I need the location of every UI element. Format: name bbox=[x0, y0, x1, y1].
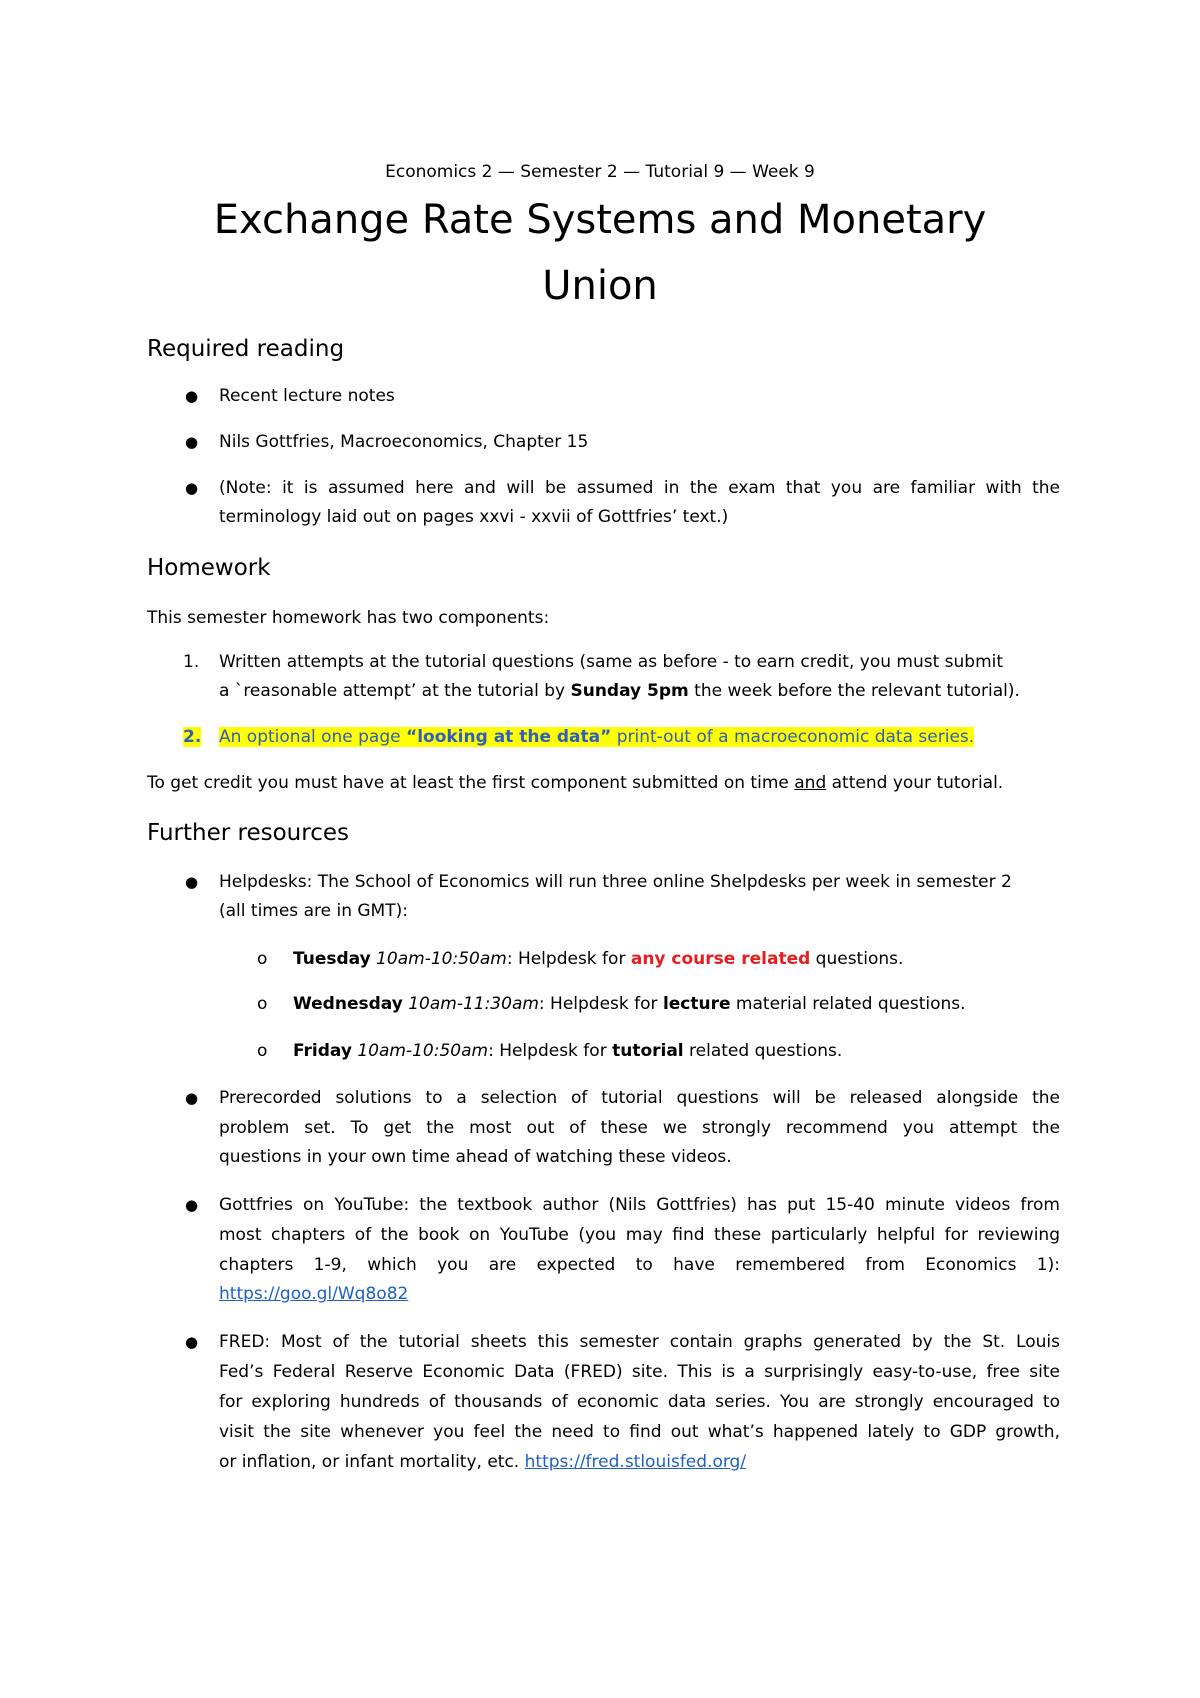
prerecorded-line-3: questions in your own time ahead of watching these videos. bbox=[219, 1147, 732, 1167]
youtube-line-2: most chapters of the book on YouTube (you may find these particularly helpful for reviewing bbox=[219, 1225, 1060, 1245]
session-text: : Helpdesk for bbox=[506, 949, 631, 969]
document-title-line-2: Union bbox=[542, 263, 658, 309]
session-text-end: questions. bbox=[810, 949, 904, 969]
homework-item-2-text: An optional one page bbox=[219, 727, 407, 747]
reading-item-textbook: Nils Gottfries, Macroeconomics, Chapter 15 bbox=[219, 432, 589, 452]
session-time: 10am-11:30am bbox=[408, 994, 539, 1014]
homework-item-2-text-end: print-out of a macroeconomic data series. bbox=[611, 727, 975, 747]
bullet-icon: ● bbox=[185, 873, 199, 891]
fred-text: or inflation, or infant mortality, etc. bbox=[219, 1452, 525, 1472]
fred-link[interactable]: https://fred.stlouisfed.org/ bbox=[524, 1452, 747, 1472]
session-text: : Helpdesk for bbox=[538, 994, 663, 1014]
session-time: 10am-10:50am bbox=[376, 949, 507, 969]
homework-item-2-highlighted bbox=[219, 725, 974, 749]
credit-and-underlined: and bbox=[794, 773, 827, 793]
credit-text-end: attend your tutorial. bbox=[826, 773, 1004, 793]
course-subtitle: Economics 2 — Semester 2 — Tutorial 9 — Week 9 bbox=[385, 162, 815, 182]
session-emphasis: any course related bbox=[630, 949, 811, 969]
sub-bullet-icon: o bbox=[257, 949, 268, 969]
homework-item-2-number bbox=[183, 725, 201, 749]
youtube-link-line bbox=[219, 1282, 408, 1306]
helpdesk-session-friday bbox=[293, 1039, 842, 1063]
required-reading-heading: Required reading bbox=[147, 336, 345, 362]
fred-line-1: FRED: Most of the tutorial sheets this semester contain graphs generated by the St. Louis bbox=[219, 1332, 1060, 1352]
bullet-icon: ● bbox=[185, 387, 199, 405]
helpdesks-line-2: (all times are in GMT): bbox=[219, 901, 408, 921]
bullet-icon: ● bbox=[185, 479, 199, 497]
homework-item-1-number: 1. bbox=[183, 652, 200, 672]
helpdesk-session-wednesday bbox=[293, 992, 966, 1016]
homework-heading: Homework bbox=[147, 555, 271, 581]
homework-item-1-line-1: Written attempts at the tutorial questions (same as before - to earn credit, you must submit bbox=[219, 652, 1004, 672]
homework-item-1-line-2 bbox=[219, 679, 1020, 703]
homework-item-1-text-end: the week before the relevant tutorial). bbox=[688, 681, 1020, 701]
youtube-link[interactable]: https://goo.gl/Wq8o82 bbox=[219, 1284, 409, 1304]
youtube-line-1: Gottfries on YouTube: the textbook author (Nils Gottfries) has put 15-40 minute videos from bbox=[219, 1195, 1060, 1215]
document-title-line-1: Exchange Rate Systems and Monetary bbox=[213, 197, 987, 243]
session-emphasis: lecture bbox=[662, 994, 731, 1014]
bullet-icon: ● bbox=[185, 1196, 199, 1214]
session-day: Friday bbox=[293, 1041, 352, 1061]
prerecorded-line-1: Prerecorded solutions to a selection of tutorial questions will be released alongside the bbox=[219, 1088, 1060, 1108]
credit-requirement bbox=[147, 771, 1003, 795]
session-text-end: material related questions. bbox=[730, 994, 966, 1014]
youtube-line-3: chapters 1-9, which you are expected to have remembered from Economics 1): bbox=[219, 1255, 1060, 1275]
homework-item-1-text: a `reasonable attempt’ at the tutorial by bbox=[219, 681, 571, 701]
credit-text: To get credit you must have at least the first component submitted on time bbox=[147, 773, 795, 793]
sub-bullet-icon: o bbox=[257, 1041, 268, 1061]
further-resources-heading: Further resources bbox=[147, 820, 349, 846]
fred-line-5 bbox=[219, 1450, 746, 1474]
reading-note-line-1: (Note: it is assumed here and will be assumed in the exam that you are familiar with the bbox=[219, 478, 1060, 498]
sub-bullet-icon: o bbox=[257, 994, 268, 1014]
deadline-text: Sunday 5pm bbox=[570, 681, 689, 701]
looking-at-data-text: “looking at the data” bbox=[406, 727, 612, 747]
fred-line-3: for exploring hundreds of thousands of economic data series. You are strongly encouraged to bbox=[219, 1392, 1060, 1412]
session-day: Wednesday bbox=[293, 994, 403, 1014]
bullet-icon: ● bbox=[185, 1089, 199, 1107]
fred-line-2: Fed’s Federal Reserve Economic Data (FRED) site. This is a surprisingly easy-to-use, free site bbox=[219, 1362, 1060, 1382]
bullet-icon: ● bbox=[185, 433, 199, 451]
prerecorded-line-2: problem set. To get the most out of these we strongly recommend you attempt the bbox=[219, 1118, 1060, 1138]
session-day: Tuesday bbox=[293, 949, 371, 969]
helpdesk-session-tuesday bbox=[293, 947, 903, 971]
session-text: : Helpdesk for bbox=[488, 1041, 613, 1061]
homework-item-2-number-highlight: 2. bbox=[183, 727, 202, 747]
fred-line-4: visit the site whenever you feel the need to find out what’s happened lately to GDP growth, bbox=[219, 1422, 1060, 1442]
session-text-end: related questions. bbox=[683, 1041, 843, 1061]
reading-item-lecture-notes: Recent lecture notes bbox=[219, 386, 395, 406]
session-emphasis: tutorial bbox=[612, 1041, 684, 1061]
bullet-icon: ● bbox=[185, 1333, 199, 1351]
homework-intro: This semester homework has two components: bbox=[147, 608, 550, 628]
reading-note-line-2: terminology laid out on pages xxvi - xxvii of Gottfries’ text.) bbox=[219, 507, 729, 527]
session-time: 10am-10:50am bbox=[357, 1041, 489, 1061]
helpdesks-line-1: Helpdesks: The School of Economics will run three online Shelpdesks per week in semester 2 bbox=[219, 872, 1012, 892]
